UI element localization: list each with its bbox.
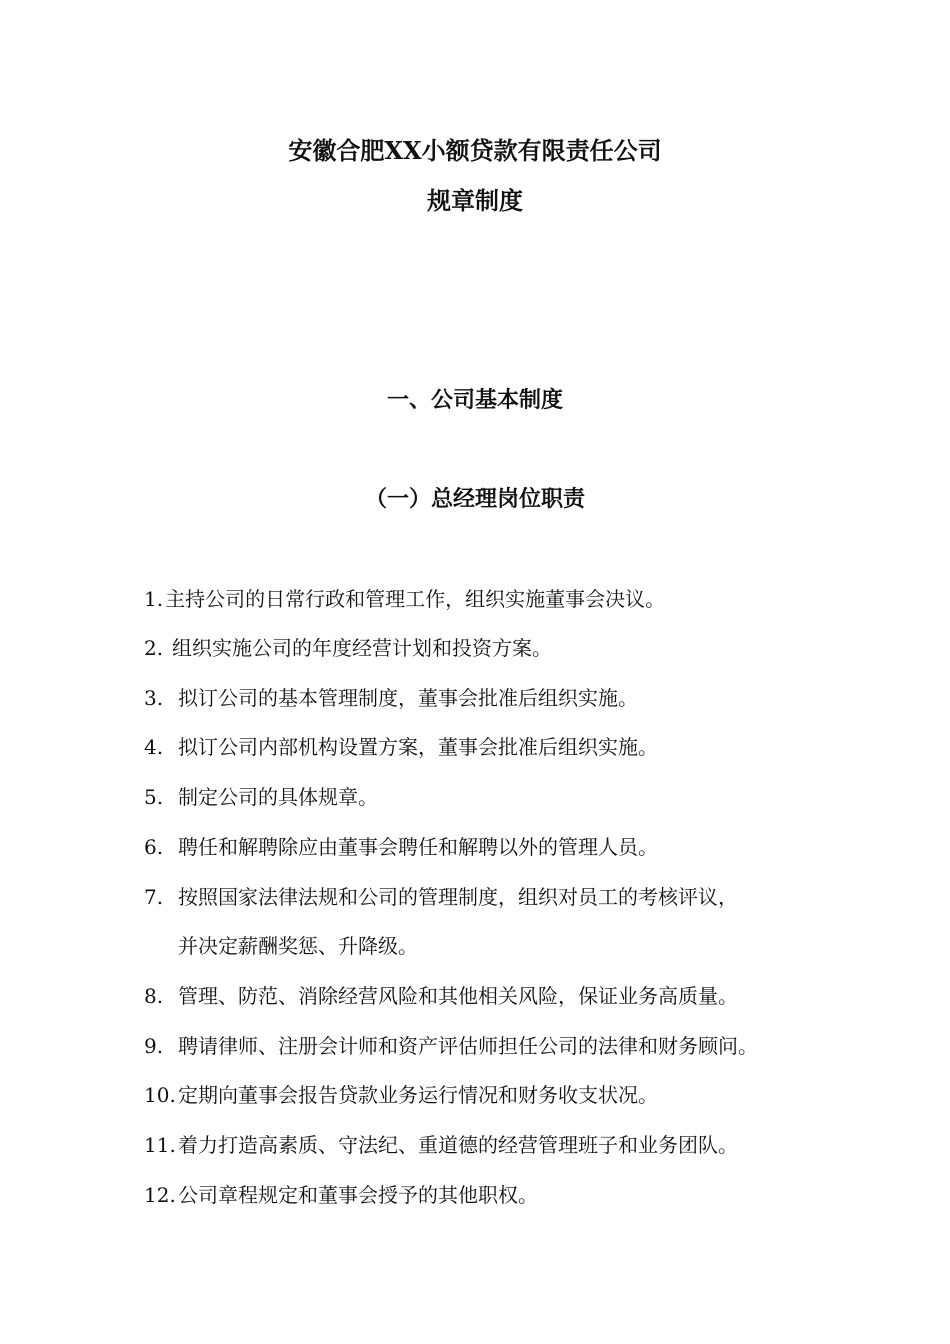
item-text: 聘请律师、注册会计师和资产评估师担任公司的法律和财务顾问。 xyxy=(178,1034,758,1058)
document-title: 规章制度 xyxy=(427,186,523,215)
item-text: 拟订公司的基本管理制度，董事会批准后组织实施。 xyxy=(178,686,638,710)
item-text: 主持公司的日常行政和管理工作，组织实施董事会决议。 xyxy=(165,587,666,611)
list-item xyxy=(144,634,552,662)
item-number: 5. xyxy=(144,785,164,809)
item-number: 12. xyxy=(144,1183,176,1207)
item-number: 1. xyxy=(144,587,164,611)
item-text: 着力打造高素质、守法纪、重道德的经营管理班子和业务团队。 xyxy=(178,1133,738,1157)
item-text: 拟订公司内部机构设置方案，董事会批准后组织实施。 xyxy=(178,735,658,759)
list-item xyxy=(144,1081,658,1109)
subsection-heading: （一）总经理岗位职责 xyxy=(364,486,585,512)
list-item xyxy=(144,1032,758,1060)
item-number: 3. xyxy=(144,686,164,710)
item-number: 9. xyxy=(144,1034,164,1058)
item-number: 4. xyxy=(144,735,164,759)
item-number: 11. xyxy=(144,1133,176,1157)
item-number: 10. xyxy=(144,1083,176,1107)
item-text: 聘任和解聘除应由董事会聘任和解聘以外的管理人员。 xyxy=(178,835,658,859)
item-text: 公司章程规定和董事会授予的其他职权。 xyxy=(178,1183,538,1207)
item-number: 7. xyxy=(144,885,164,909)
company-title: 安徽合肥XX小额贷款有限责任公司 xyxy=(288,136,662,165)
item-number: 8. xyxy=(144,984,164,1008)
item-text: 定期向董事会报告贷款业务运行情况和财务收支状况。 xyxy=(178,1083,658,1107)
item-text: 组织实施公司的年度经营计划和投资方案。 xyxy=(172,636,552,660)
item-number: 6. xyxy=(144,835,164,859)
list-item xyxy=(144,1181,538,1209)
list-item xyxy=(144,833,658,861)
list-item xyxy=(144,883,738,911)
item-number: 2. xyxy=(144,636,164,660)
list-item xyxy=(144,684,638,712)
item-text: 制定公司的具体规章。 xyxy=(178,785,378,809)
list-item xyxy=(144,982,738,1010)
section-heading: 一、公司基本制度 xyxy=(386,387,563,413)
list-item xyxy=(144,585,665,613)
list-item xyxy=(144,733,658,761)
item-continuation: 并决定薪酬奖惩、升降级。 xyxy=(178,934,418,958)
list-item xyxy=(144,783,378,811)
item-text: 管理、防范、消除经营风险和其他相关风险，保证业务高质量。 xyxy=(178,984,738,1008)
item-text: 按照国家法律法规和公司的管理制度，组织对员工的考核评议， xyxy=(178,885,738,909)
list-item xyxy=(144,1131,738,1159)
